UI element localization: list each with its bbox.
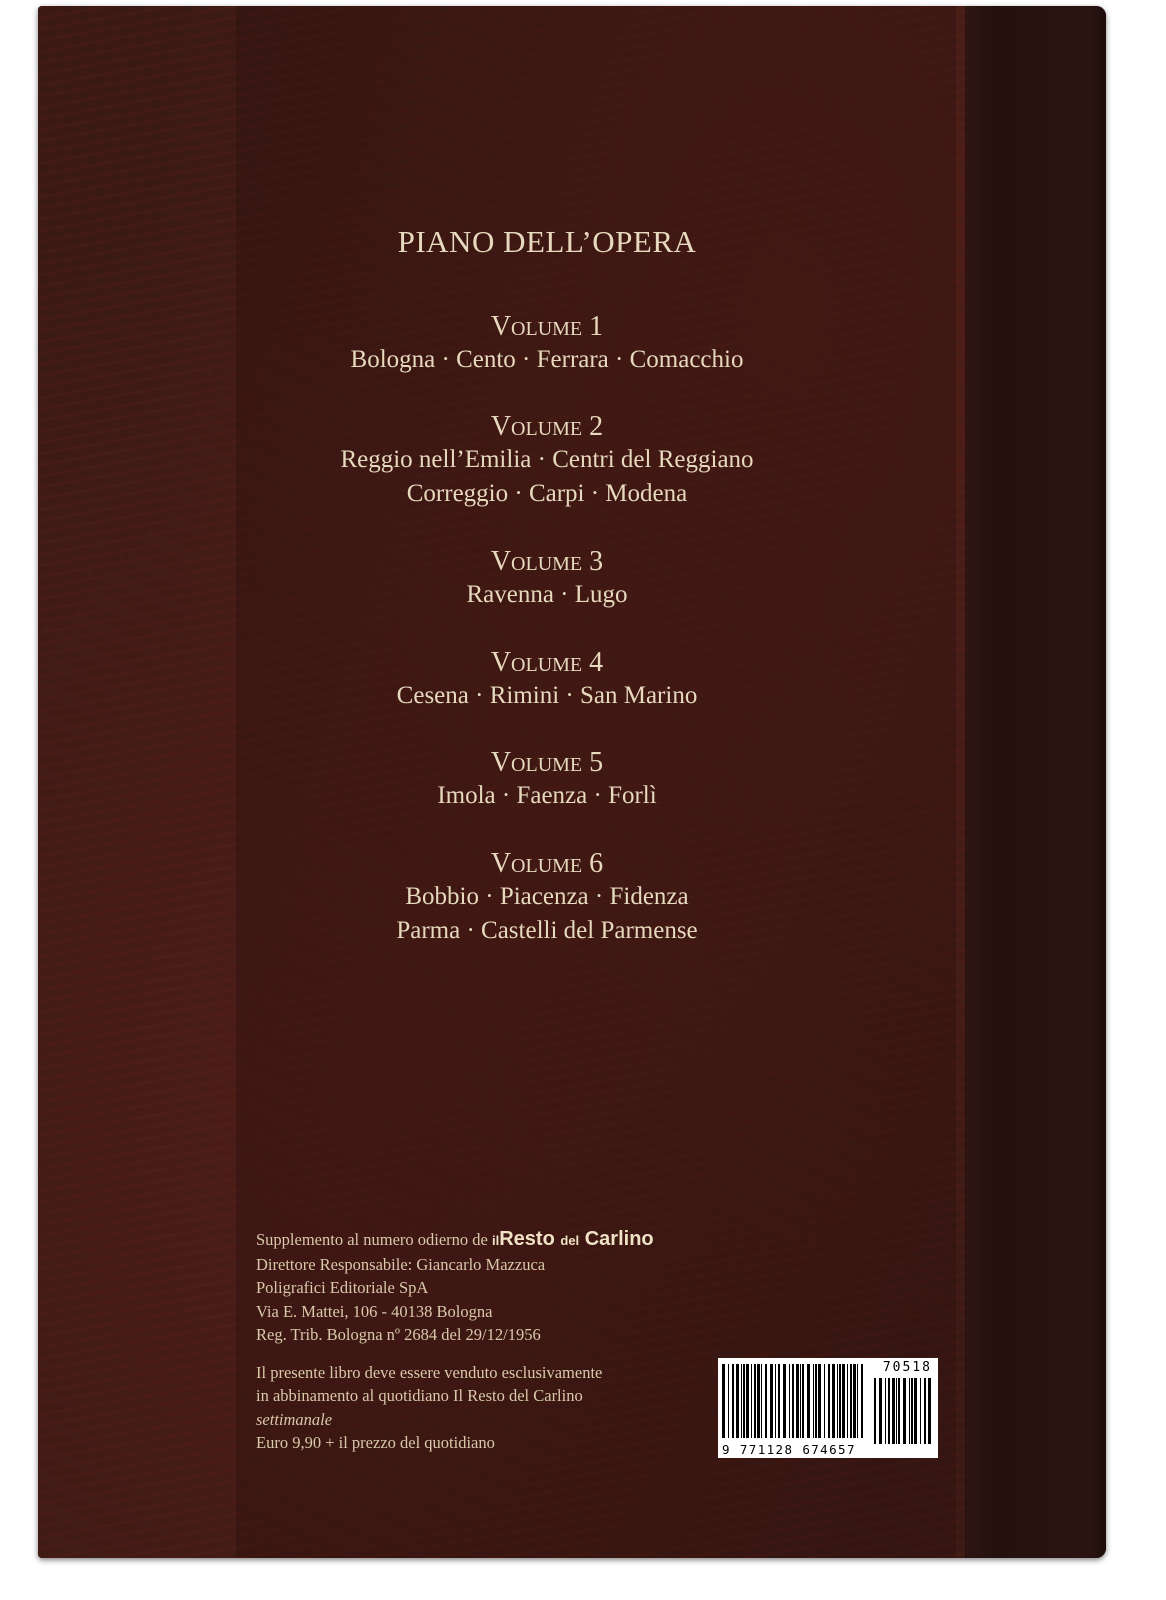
volume-entry <box>236 747 858 813</box>
barcode-bar <box>861 1364 863 1438</box>
barcode-bar <box>754 1364 756 1438</box>
volume-heading: Volume 5 <box>490 747 604 778</box>
barcode-bar <box>792 1364 794 1438</box>
volume-entry <box>236 647 858 713</box>
barcode-number: 9 771128 674657 <box>722 1442 856 1457</box>
barcode-bar <box>892 1378 895 1444</box>
barcode-bar <box>736 1364 739 1438</box>
volume-places: Parma · Castelli del Parmense <box>396 917 698 944</box>
volume-places: Imola · Faenza · Forlì <box>437 782 657 809</box>
barcode-bar <box>879 1378 882 1444</box>
volume-heading: Volume 3 <box>490 546 604 577</box>
notice-line: in abbinamento al quotidiano Il Resto del Carlino <box>256 1386 583 1405</box>
imprint-block <box>256 1228 654 1455</box>
barcode-bar <box>778 1364 780 1438</box>
barcode-bar <box>800 1364 801 1438</box>
barcode-bar <box>896 1378 897 1444</box>
director-line: Direttore Responsabile: Giancarlo Mazzuca <box>256 1254 546 1274</box>
barcode-bar <box>824 1364 825 1438</box>
resto-del-carlino-logo: ilResto del Carlino <box>492 1228 654 1250</box>
page-title: PIANO DELL’OPERA <box>397 224 697 259</box>
spine <box>966 6 1106 1558</box>
barcode-bar <box>789 1364 790 1438</box>
barcode-bar <box>888 1378 890 1444</box>
barcode-bar <box>911 1378 913 1444</box>
barcode-bar <box>874 1378 876 1444</box>
barcode-bars <box>722 1364 934 1444</box>
volume-heading: Volume 1 <box>490 311 604 342</box>
registration-line: Reg. Trib. Bologna nº 2684 del 29/12/1956 <box>256 1325 541 1344</box>
barcode-bar <box>761 1364 762 1438</box>
barcode-bar <box>885 1378 886 1444</box>
volume-places: Reggio nell’Emilia · Centri del Reggiano <box>340 446 754 473</box>
barcode-bar <box>832 1364 835 1438</box>
barcode-bar <box>775 1364 776 1438</box>
barcode-bar <box>751 1364 752 1438</box>
barcode-bar <box>746 1364 749 1438</box>
volume-entry <box>236 848 858 948</box>
barcode-bar <box>898 1378 900 1444</box>
barcode-bar <box>914 1378 917 1444</box>
barcode-bar <box>770 1364 773 1438</box>
volume-places: Bobbio · Piacenza · Fidenza <box>405 883 689 910</box>
barcode-bar <box>796 1364 799 1438</box>
barcode-bar <box>903 1378 906 1444</box>
volume-places: Bologna · Cento · Ferrara · Comacchio <box>350 346 744 373</box>
barcode-bar <box>850 1364 852 1438</box>
publisher-line: Poligrafici Editoriale SpA <box>256 1278 429 1297</box>
volume-places: Cesena · Rimini · San Marino <box>396 682 698 709</box>
address-line: Via E. Mattei, 106 - 40138 Bologna <box>256 1301 493 1321</box>
barcode-bar <box>728 1364 729 1438</box>
barcode-addon: 70518 <box>882 1360 932 1375</box>
volume-entry <box>236 311 858 377</box>
supplement-line: Supplemento al numero odierno de ilResto del Carlino <box>256 1228 654 1250</box>
volume-places: Ravenna · Lugo <box>466 581 628 608</box>
barcode-bar <box>732 1364 734 1438</box>
volume-heading: Volume 2 <box>490 411 604 442</box>
price-line: Euro 9,90 + il prezzo del quotidiano <box>256 1433 495 1452</box>
barcode-bar <box>853 1364 856 1438</box>
book-back-cover <box>38 6 1106 1558</box>
barcode-bar <box>765 1364 767 1438</box>
barcode-bar <box>802 1364 804 1438</box>
barcode-bar <box>837 1364 838 1438</box>
barcode-bar <box>741 1364 742 1438</box>
barcode-bar <box>807 1364 810 1438</box>
barcode-bar <box>839 1364 841 1438</box>
barcode-bar <box>815 1364 817 1438</box>
notice-line: Il presente libro deve essere venduto esclusivamente <box>256 1362 603 1382</box>
notice-line: settimanale <box>256 1409 333 1429</box>
volume-places: Correggio · Carpi · Modena <box>406 480 688 507</box>
barcode-bar <box>818 1364 821 1438</box>
barcode-bar <box>857 1364 858 1438</box>
volume-entry <box>236 411 858 511</box>
volume-entry <box>236 546 858 612</box>
barcode-bar <box>920 1378 921 1444</box>
barcode-bar <box>924 1378 926 1444</box>
barcode-bar <box>813 1364 814 1438</box>
barcode-bar <box>743 1364 745 1438</box>
barcode-bar <box>928 1378 931 1444</box>
barcode-bar <box>722 1364 725 1438</box>
barcode-bar <box>757 1364 760 1438</box>
barcode-bar <box>909 1378 910 1444</box>
barcode-bar <box>828 1364 830 1438</box>
volume-heading: Volume 6 <box>490 848 604 879</box>
barcode <box>718 1358 938 1458</box>
barcode-bar <box>847 1364 848 1438</box>
barcode-bar <box>783 1364 786 1438</box>
barcode-bar <box>842 1364 845 1438</box>
volume-heading: Volume 4 <box>490 647 604 678</box>
